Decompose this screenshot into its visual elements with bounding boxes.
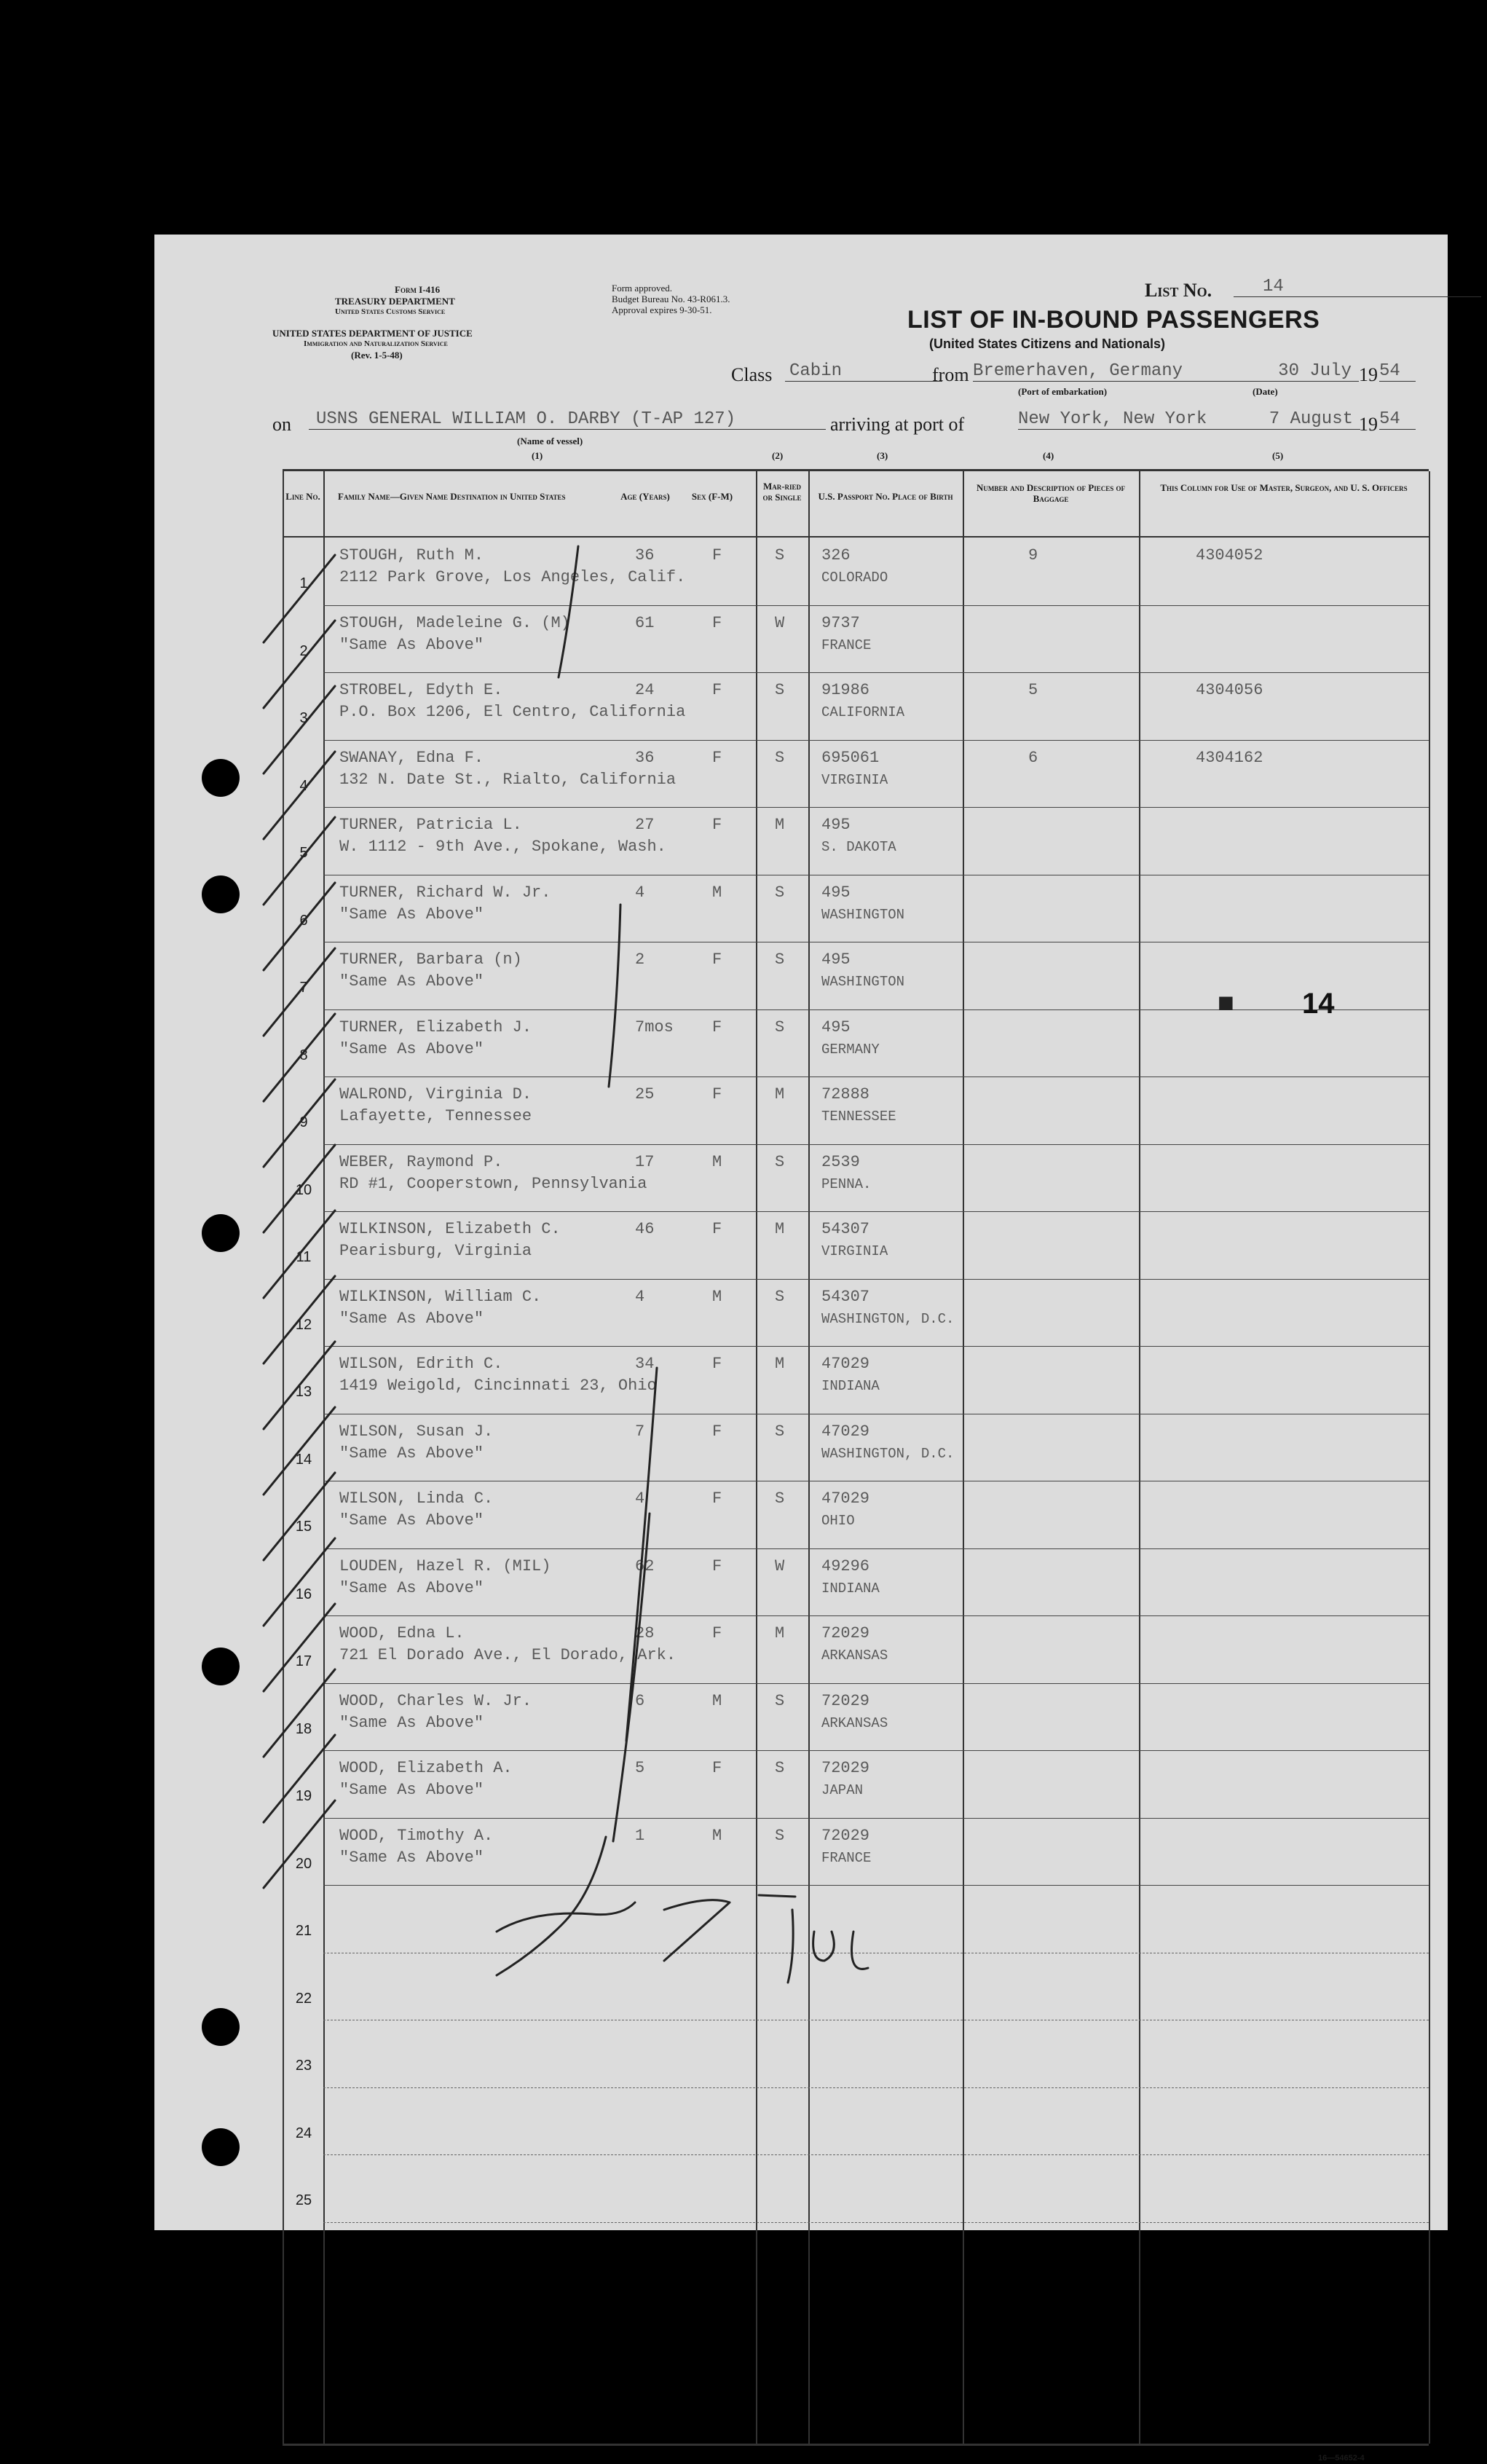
row-number: 7 [299,980,308,996]
passenger-destination: Pearisburg, Virginia [339,1242,532,1260]
row-number: 24 [295,2125,312,2141]
passport-number: 91986 [821,681,870,699]
passenger-marital: S [775,1759,785,1777]
passenger-destination: "Same As Above" [339,1848,484,1867]
passenger-destination: "Same As Above" [339,905,484,924]
passenger-age: 1 [635,1826,645,1845]
arrival-year-prefix: 19 [1359,414,1378,435]
place-of-birth: VIRGINIA [821,771,888,788]
class-value: Cabin [785,361,942,382]
passenger-name: LOUDEN, Hazel R. (MIL) [339,1556,551,1575]
col-header-line: Line No. [285,491,320,502]
customs-service: United States Customs Service [335,307,446,316]
passport-number: 72029 [821,1759,870,1777]
list-no-value: 14 [1234,277,1481,297]
passenger-age: 5 [635,1759,645,1777]
embark-date: 30 July [1206,361,1359,382]
passenger-sex: F [712,748,722,767]
passenger-sex: M [712,883,722,902]
passenger-destination: RD #1, Cooperstown, Pennsylvania [339,1174,647,1193]
passenger-destination: 1419 Weigold, Cincinnati 23, Ohio [339,1377,657,1395]
passenger-age: 36 [635,748,655,767]
passenger-destination: "Same As Above" [339,1039,484,1058]
passenger-sex: M [712,1287,722,1306]
col-header-baggage: Number and Description of Pieces of Baggage [977,482,1125,504]
place-of-birth: CALIFORNIA [821,704,905,720]
col-header-married: Mar-ried or Single [762,481,802,503]
passenger-marital: S [775,748,785,767]
row-number: 13 [295,1384,312,1400]
passenger-age: 7mos [635,1018,674,1036]
row-number: 20 [295,1855,312,1872]
passenger-age: 46 [635,1220,655,1238]
passenger-sex: F [712,1355,722,1373]
passenger-age: 34 [635,1355,655,1373]
row-number: 21 [295,1923,312,1939]
page-title: LIST OF IN-BOUND PASSENGERS [907,306,1320,334]
place-of-birth: WASHINGTON [821,974,905,990]
embark-year: 54 [1379,361,1416,382]
date-caption: (Date) [1253,386,1278,397]
col-header-officers: This Column for Use of Master, Surgeon, and U. S. Officers [1160,482,1408,493]
baggage-count: 6 [1028,748,1038,767]
row-number: 5 [299,845,308,861]
passenger-marital: S [775,1152,785,1171]
stamp-number: 14 [1302,988,1335,1020]
passenger-name: WOOD, Elizabeth A. [339,1759,513,1777]
passenger-destination: "Same As Above" [339,1511,484,1530]
passenger-age: 4 [635,883,645,902]
row-number: 19 [295,1788,312,1804]
row-number: 3 [299,710,308,726]
passenger-sex: F [712,681,722,699]
row-number: 8 [299,1047,308,1063]
row-number: 10 [295,1181,312,1198]
page-subtitle: (United States Citizens and Nationals) [929,336,1166,351]
passenger-age: 27 [635,816,655,834]
passport-number: 47029 [821,1489,870,1508]
col-num-4: (4) [1043,450,1054,461]
passenger-list-sheet [154,235,1448,2463]
place-of-birth: JAPAN [821,1782,864,1798]
class-label: Class [731,364,773,385]
passenger-age: 28 [635,1624,655,1642]
passport-number: 495 [821,1018,851,1036]
passenger-name: TURNER, Patricia L. [339,816,522,834]
passenger-age: 7 [635,1422,645,1441]
passenger-sex: F [712,1422,722,1441]
place-of-birth: FRANCE [821,637,872,653]
passport-number: 695061 [821,748,880,767]
embark-year-prefix: 19 [1359,364,1378,385]
place-of-birth: TENNESSEE [821,1109,896,1125]
col-header-sex: Sex (F-M) [691,491,733,502]
place-of-birth: FRANCE [821,1849,872,1866]
passenger-name: STOUGH, Ruth M. [339,546,484,564]
passenger-marital: W [775,613,785,632]
passenger-destination: "Same As Above" [339,1713,484,1732]
passenger-sex: M [712,1691,722,1710]
stamp-mark: ■ [1218,988,1234,1018]
vessel-name: USNS GENERAL WILLIAM O. DARBY (T-AP 127) [309,409,826,430]
place-of-birth: WASHINGTON, D.C. [821,1310,955,1327]
passenger-name: WILKINSON, William C. [339,1287,542,1306]
arrival-port: New York, New York [1018,409,1229,430]
passenger-marital: S [775,1826,785,1845]
passenger-destination: 132 N. Date St., Rialto, California [339,770,677,789]
passenger-destination: 2112 Park Grove, Los Angeles, Calif. [339,568,686,586]
passport-number: 495 [821,883,851,902]
passenger-name: WOOD, Edna L. [339,1624,465,1642]
row-number: 17 [295,1653,312,1669]
col-header-age: Age (Years) [620,491,670,502]
passport-number: 72888 [821,1085,870,1103]
col-header-passport: U.S. Passport No. Place of Birth [818,491,953,502]
col-header-name: Family Name—Given Name Destination in United States [338,491,566,502]
passport-number: 54307 [821,1287,870,1306]
table-bottom-rule [283,2444,1429,2446]
col-num-5: (5) [1272,450,1284,461]
passport-number: 326 [821,546,851,564]
passenger-destination: "Same As Above" [339,635,484,654]
place-of-birth: INDIANA [821,1378,880,1394]
passenger-age: 4 [635,1489,645,1508]
embark-port: Bremerhaven, Germany [973,361,1206,382]
row-number: 18 [295,1720,312,1737]
passenger-name: WOOD, Timothy A. [339,1826,494,1845]
baggage-count: 9 [1028,546,1038,564]
approval-3: Approval expires 9-30-51. [612,304,712,315]
passenger-sex: F [712,1759,722,1777]
passenger-sex: F [712,816,722,834]
row-number: 15 [295,1519,312,1535]
passport-number: 49296 [821,1556,870,1575]
passport-number: 54307 [821,1220,870,1238]
place-of-birth: WASHINGTON [821,906,905,923]
passport-number: 9737 [821,613,860,632]
row-number: 1 [299,575,308,591]
row-number: 4 [299,777,308,794]
list-no-label: List No. [1145,280,1212,301]
row-number: 25 [295,2192,312,2208]
passport-number: 495 [821,950,851,969]
passenger-sex: F [712,950,722,969]
passenger-marital: S [775,1018,785,1036]
passenger-destination: "Same As Above" [339,1444,484,1463]
row-number: 16 [295,1586,312,1602]
passenger-name: STROBEL, Edyth E. [339,681,503,699]
place-of-birth: COLORADO [821,570,888,586]
place-of-birth: INDIANA [821,1580,880,1597]
passenger-name: TURNER, Elizabeth J. [339,1018,532,1036]
passenger-destination: 721 El Dorado Ave., El Dorado, Ark. [339,1646,677,1664]
place-of-birth: WASHINGTON, D.C. [821,1445,955,1462]
passport-number: 2539 [821,1152,860,1171]
passenger-age: 17 [635,1152,655,1171]
passenger-name: TURNER, Richard W. Jr. [339,883,551,902]
passenger-age: 62 [635,1556,655,1575]
passport-number: 47029 [821,1422,870,1441]
on-label: on [272,414,291,435]
row-number: 12 [295,1316,312,1333]
passenger-age: 24 [635,681,655,699]
ins-service: Immigration and Naturalization Service [304,339,448,348]
passenger-name: WOOD, Charles W. Jr. [339,1691,532,1710]
passenger-sex: F [712,546,722,564]
row-number: 23 [295,2058,312,2074]
form-number: Form I-416 [395,284,441,295]
passenger-marital: S [775,1422,785,1441]
arrival-year: 54 [1379,409,1416,430]
passenger-sex: F [712,1085,722,1103]
passenger-sex: F [712,1018,722,1036]
passenger-destination: "Same As Above" [339,972,484,991]
passenger-name: WILSON, Susan J. [339,1422,494,1441]
passenger-name: SWANAY, Edna F. [339,748,484,767]
passenger-age: 25 [635,1085,655,1103]
passenger-marital: M [775,1624,785,1642]
officer-code: 4304162 [1196,748,1263,767]
from-label: from [932,364,969,385]
row-number: 11 [296,1249,312,1265]
passenger-marital: S [775,546,785,564]
passenger-marital: S [775,1489,785,1508]
passenger-destination: Lafayette, Tennessee [339,1107,532,1125]
passenger-sex: F [712,1220,722,1238]
place-of-birth: ARKANSAS [821,1715,888,1731]
justice-dept: UNITED STATES DEPARTMENT OF JUSTICE [272,328,473,339]
col-num-3: (3) [877,450,888,461]
passenger-sex: F [712,1624,722,1642]
passenger-destination: W. 1112 - 9th Ave., Spokane, Wash. [339,838,666,856]
footer-code: 16—54652-4 [1318,2454,1365,2463]
passport-number: 72029 [821,1624,870,1642]
passenger-destination: "Same As Above" [339,1781,484,1799]
passenger-name: WILSON, Linda C. [339,1489,494,1508]
row-number: 6 [299,912,308,929]
passenger-sex: F [712,613,722,632]
approval-1: Form approved. [612,283,673,294]
baggage-count: 5 [1028,681,1038,699]
passport-number: 72029 [821,1691,870,1710]
passenger-sex: M [712,1152,722,1171]
passport-number: 72029 [821,1826,870,1845]
passenger-age: 2 [635,950,645,969]
passenger-name: WILKINSON, Elizabeth C. [339,1220,561,1238]
row-number: 9 [299,1114,308,1130]
col-num-2: (2) [772,450,784,461]
passenger-name: WALROND, Virginia D. [339,1085,532,1103]
revision: (Rev. 1-5-48) [351,350,403,361]
passenger-marital: M [775,1355,785,1373]
vessel-caption: (Name of vessel) [517,436,583,446]
passenger-marital: M [775,1220,785,1238]
passenger-name: WILSON, Edrith C. [339,1355,503,1373]
passenger-marital: M [775,1085,785,1103]
passenger-marital: S [775,1691,785,1710]
passport-number: 47029 [821,1355,870,1373]
approval-2: Budget Bureau No. 43-R061.3. [612,294,730,304]
place-of-birth: VIRGINIA [821,1243,888,1259]
passenger-destination: "Same As Above" [339,1578,484,1597]
place-of-birth: OHIO [821,1513,855,1529]
passenger-age: 6 [635,1691,645,1710]
passenger-age: 4 [635,1287,645,1306]
passenger-marital: M [775,816,785,834]
passenger-destination: P.O. Box 1206, El Centro, California [339,703,686,721]
place-of-birth: GERMANY [821,1041,880,1058]
passenger-name: WEBER, Raymond P. [339,1152,503,1171]
passenger-marital: S [775,883,785,902]
row-number: 2 [299,642,308,659]
passenger-sex: F [712,1489,722,1508]
passenger-age: 61 [635,613,655,632]
col-num-1: (1) [532,450,543,461]
passenger-marital: W [775,1556,785,1575]
passenger-marital: S [775,681,785,699]
arriving-label: arriving at port of [830,414,965,435]
passenger-name: STOUGH, Madeleine G. (M) [339,613,570,632]
passenger-sex: M [712,1826,722,1845]
place-of-birth: S. DAKOTA [821,839,896,855]
passenger-sex: F [712,1556,722,1575]
embark-caption: (Port of embarkation) [1018,386,1108,397]
row-number: 22 [295,1990,312,2007]
passenger-marital: S [775,950,785,969]
officer-code: 4304052 [1196,546,1263,564]
arrival-date: 7 August [1229,409,1360,430]
row-number: 14 [295,1451,312,1468]
place-of-birth: PENNA. [821,1176,872,1192]
passenger-destination: "Same As Above" [339,1309,484,1328]
officer-code: 4304056 [1196,681,1263,699]
passenger-age: 36 [635,546,655,564]
passenger-marital: S [775,1287,785,1306]
passenger-name: TURNER, Barbara (n) [339,950,522,969]
treasury-dept: TREASURY DEPARTMENT [335,296,455,307]
passport-number: 495 [821,816,851,834]
place-of-birth: ARKANSAS [821,1648,888,1664]
